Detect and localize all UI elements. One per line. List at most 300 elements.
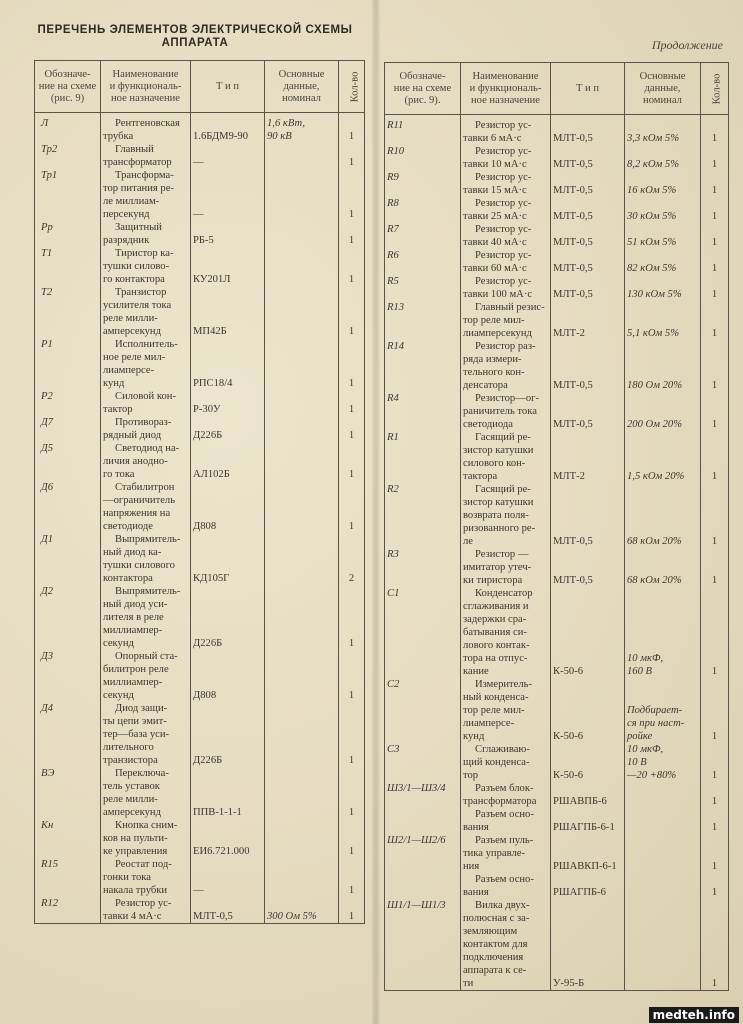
header-designation: Обозначе- ние на схеме (рис. 9). (385, 63, 461, 115)
table-row (35, 416, 365, 442)
qty-cell: 1 (339, 286, 365, 338)
table-row (385, 392, 729, 431)
name-line: го тока (103, 469, 135, 480)
name-line: лового контак- (463, 640, 530, 651)
name-line: секунд (103, 690, 134, 701)
data-cell (625, 808, 701, 834)
name-line: секунд (103, 638, 134, 649)
name-line: Диод защи- (115, 703, 168, 714)
name-line: полюсная с за- (463, 913, 530, 924)
name-line: разрядник (103, 235, 150, 246)
type-cell: РБ-5 (191, 221, 265, 247)
name-line: Опорный ста- (115, 651, 178, 662)
name-line: Защитный (115, 222, 162, 233)
type-cell: Д226Б (191, 585, 265, 650)
qty-cell: 1 (701, 171, 729, 197)
name-line: Транзистор (115, 287, 167, 298)
name-line: Резистор—ог- (475, 393, 539, 404)
name-line: Резистор ус- (115, 898, 172, 909)
name-line: персекунд (103, 209, 150, 220)
name-line: земляющим (463, 926, 518, 937)
data-cell (265, 858, 339, 897)
designation-cell: Д3 (35, 650, 101, 702)
designation-cell: R3 (385, 548, 461, 587)
qty-cell: 1 (701, 223, 729, 249)
name-line: Разъем пуль- (475, 835, 534, 846)
data-cell (265, 650, 339, 702)
table-row (385, 834, 729, 873)
name-line: Измеритель- (475, 679, 533, 690)
name-line: тактор (103, 404, 133, 415)
name-line: тель уставок (103, 781, 160, 792)
name-line: тавки 10 мА·с (463, 159, 527, 170)
table-row (35, 702, 365, 767)
designation-cell: R9 (385, 171, 461, 197)
name-cell (101, 416, 191, 442)
name-line: ный конденса- (463, 692, 529, 703)
type-cell: Р-30У (191, 390, 265, 416)
table-row (35, 286, 365, 338)
type-cell: — (191, 169, 265, 221)
table-row (385, 782, 729, 808)
type-cell: МЛТ-0,5 (551, 392, 625, 431)
data-cell: 51 кОм 5% (625, 223, 701, 249)
name-line: ряда измери- (463, 354, 522, 365)
table-row (35, 858, 365, 897)
name-line: Разъем блок- (475, 783, 534, 794)
type-cell: Д808 (191, 650, 265, 702)
data-cell: 68 кОм 20% (625, 483, 701, 548)
qty-cell: 1 (701, 808, 729, 834)
table-row (35, 533, 365, 585)
data-cell: 5,1 кОм 5% (625, 301, 701, 340)
type-cell: МЛТ-0,5 (551, 548, 625, 587)
designation-cell: Д1 (35, 533, 101, 585)
name-line: тор питания ре- (103, 183, 174, 194)
qty-cell: 1 (701, 301, 729, 340)
name-line: Исполнитель- (115, 339, 178, 350)
table-row (35, 169, 365, 221)
name-line: тор реле мил- (463, 705, 525, 716)
qty-cell: 1 (701, 873, 729, 899)
data-cell (265, 585, 339, 650)
type-cell: — (191, 143, 265, 169)
name-line: амперсекунд (103, 326, 161, 337)
qty-cell: 1 (339, 897, 365, 924)
name-line: вания (463, 887, 489, 898)
table-row (385, 587, 729, 678)
designation-cell: Л (35, 113, 101, 144)
data-cell: 68 кОм 20% (625, 548, 701, 587)
name-line: тор (463, 770, 479, 781)
data-cell (265, 533, 339, 585)
qty-cell: 1 (701, 743, 729, 782)
type-cell: РШАГПБ-6-1 (551, 808, 625, 834)
table-row (385, 873, 729, 899)
type-cell: ЕИ6.721.000 (191, 819, 265, 858)
name-line: миллиампер- (103, 677, 163, 688)
name-line: Рентгеновская (115, 118, 180, 129)
designation-cell: Рр (35, 221, 101, 247)
name-line: Сглаживаю- (475, 744, 530, 755)
name-line: задержки сра- (463, 614, 527, 625)
table-row (385, 249, 729, 275)
name-line: билитрон реле (103, 664, 169, 675)
name-line: Резистор раз- (475, 341, 536, 352)
data-cell (265, 221, 339, 247)
type-cell: МЛТ-0,5 (551, 115, 625, 146)
name-line: тельного кон- (463, 367, 525, 378)
name-cell (101, 113, 191, 144)
table-row (35, 897, 365, 924)
name-line: рядный диод (103, 430, 162, 441)
type-cell: РПС18/4 (191, 338, 265, 390)
qty-cell: 1 (701, 392, 729, 431)
name-line: реле милли- (103, 313, 158, 324)
type-cell: ППВ-1-1-1 (191, 767, 265, 819)
name-cell (461, 145, 551, 171)
name-line: го контактора (103, 274, 165, 285)
qty-cell: 1 (701, 899, 729, 991)
name-line: Силовой кон- (115, 391, 176, 402)
designation-cell: C1 (385, 587, 461, 678)
qty-cell: 1 (701, 548, 729, 587)
table-row (385, 145, 729, 171)
type-cell: РШАГПБ-6 (551, 873, 625, 899)
watermark-logo: medteh.info (649, 1007, 739, 1023)
name-line: лительного (103, 742, 154, 753)
designation-cell: Кн (35, 819, 101, 858)
name-line: подключения (463, 952, 524, 963)
type-cell: У-95-Б (551, 899, 625, 991)
name-line: кунд (103, 378, 125, 389)
table-row (385, 223, 729, 249)
name-line: Резистор ус- (475, 120, 532, 131)
name-line: трансформатор (103, 157, 172, 168)
table-row (385, 301, 729, 340)
name-line: Конденсатор (475, 588, 533, 599)
table-row (35, 767, 365, 819)
name-line: Резистор ус- (475, 146, 532, 157)
name-line: амперсекунд (103, 807, 161, 818)
qty-cell: 1 (339, 702, 365, 767)
name-cell (101, 390, 191, 416)
header-qty (701, 63, 729, 115)
name-cell (461, 808, 551, 834)
name-line: ке управления (103, 846, 168, 857)
designation-cell: Т1 (35, 247, 101, 286)
name-cell (101, 143, 191, 169)
data-cell: 16 кОм 5% (625, 171, 701, 197)
name-line: усилителя тока (103, 300, 172, 311)
qty-cell: 1 (339, 143, 365, 169)
name-cell (101, 533, 191, 585)
name-line: личия анодно- (103, 456, 168, 467)
data-cell: 30 кОм 5% (625, 197, 701, 223)
type-cell: — (191, 858, 265, 897)
name-line: батывания си- (463, 627, 527, 638)
table-row (35, 221, 365, 247)
name-cell (461, 197, 551, 223)
name-line: ти (463, 978, 474, 989)
name-cell (101, 247, 191, 286)
name-line: тика управле- (463, 848, 525, 859)
designation-cell: Р1 (35, 338, 101, 390)
name-line: лиамперсе- (103, 365, 155, 376)
data-cell: 10 мкФ, 10 В —20 +80% (625, 743, 701, 782)
type-cell: К-50-6 (551, 587, 625, 678)
name-line: ризованного ре- (463, 523, 536, 534)
data-cell (625, 899, 701, 991)
data-cell (265, 169, 339, 221)
data-cell: 180 Ом 20% (625, 340, 701, 392)
type-cell: МЛТ-0,5 (191, 897, 265, 924)
table-row (35, 143, 365, 169)
designation-cell: Д4 (35, 702, 101, 767)
name-line: Главный резис- (475, 302, 545, 313)
name-line: тавки 4 мА·с (103, 911, 162, 922)
data-cell (265, 481, 339, 533)
table-row (385, 548, 729, 587)
name-line: сглаживания и (463, 601, 529, 612)
data-cell: 130 кОм 5% (625, 275, 701, 301)
type-cell: МЛТ-0,5 (551, 197, 625, 223)
qty-cell: 1 (339, 390, 365, 416)
name-line: аппарата к се- (463, 965, 527, 976)
name-line: миллиампер- (103, 625, 163, 636)
designation-cell: ВЭ (35, 767, 101, 819)
name-cell (101, 442, 191, 481)
designation-cell: R7 (385, 223, 461, 249)
name-cell (101, 819, 191, 858)
name-cell (461, 548, 551, 587)
data-cell: 8,2 кОм 5% (625, 145, 701, 171)
name-line: щий конденса- (463, 757, 530, 768)
table-row (385, 743, 729, 782)
name-cell (461, 301, 551, 340)
type-cell: РШАВКП-6-1 (551, 834, 625, 873)
name-line: Вилка двух- (475, 900, 530, 911)
designation-cell: R11 (385, 115, 461, 146)
name-cell (461, 782, 551, 808)
header-data: Основные данные, номинал (265, 61, 339, 113)
type-cell: МЛТ-0,5 (551, 275, 625, 301)
name-line: Реостат под- (115, 859, 172, 870)
name-line: возврата поля- (463, 510, 529, 521)
name-cell (101, 858, 191, 897)
data-cell (265, 819, 339, 858)
qty-cell: 1 (339, 767, 365, 819)
type-cell: МЛТ-2 (551, 431, 625, 483)
designation-cell: R2 (385, 483, 461, 548)
designation-cell: Тр2 (35, 143, 101, 169)
name-line: силового кон- (463, 458, 526, 469)
name-cell (461, 340, 551, 392)
table-row (35, 819, 365, 858)
qty-cell: 1 (701, 834, 729, 873)
table-row (35, 113, 365, 144)
designation-cell: R13 (385, 301, 461, 340)
elements-table-right (384, 62, 729, 991)
name-cell (461, 115, 551, 146)
name-line: лиамперсе- (463, 718, 515, 729)
qty-cell: 1 (339, 650, 365, 702)
designation-cell: Ш1/1—Ш1/3 (385, 899, 461, 991)
data-cell (625, 873, 701, 899)
name-line: Трансформа- (115, 170, 174, 181)
qty-cell: 1 (701, 431, 729, 483)
name-line: контактора (103, 573, 153, 584)
data-cell (265, 286, 339, 338)
data-cell (265, 247, 339, 286)
elements-table-left (34, 60, 365, 924)
header-data: Основные данные, номинал (625, 63, 701, 115)
name-line: лителя в реле (103, 612, 164, 623)
name-line: Стабилитрон (115, 482, 175, 493)
name-line: Резистор ус- (475, 224, 532, 235)
qty-cell: 1 (339, 585, 365, 650)
name-line: кание (463, 666, 489, 677)
name-cell (101, 169, 191, 221)
header-type: Т и п (551, 63, 625, 115)
type-cell: МЛТ-0,5 (551, 223, 625, 249)
name-line: реле милли- (103, 794, 158, 805)
name-line: трансформатора (463, 796, 537, 807)
name-line: Кнопка сним- (115, 820, 178, 831)
name-line: гонки тока (103, 872, 151, 883)
qty-cell: 1 (339, 247, 365, 286)
name-line: имитатор утеч- (463, 562, 532, 573)
type-cell: МЛТ-2 (551, 301, 625, 340)
type-cell: МЛТ-0,5 (551, 145, 625, 171)
type-cell: МП42Б (191, 286, 265, 338)
type-cell: МЛТ-0,5 (551, 171, 625, 197)
table-row (385, 275, 729, 301)
data-cell (625, 782, 701, 808)
name-line: ный диод ка- (103, 547, 162, 558)
name-line: тавки 100 мА·с (463, 289, 533, 300)
data-cell (625, 834, 701, 873)
table-row (385, 808, 729, 834)
name-line: ле миллиам- (103, 196, 160, 207)
designation-cell: C3 (385, 743, 461, 782)
name-line: раничитель тока (463, 406, 537, 417)
table-row (385, 483, 729, 548)
name-line: денсатора (463, 380, 508, 391)
name-line: —ограничитель (103, 495, 176, 506)
continuation-label: Продолжение (651, 38, 723, 52)
qty-cell: 1 (339, 819, 365, 858)
name-line: Резистор ус- (475, 250, 532, 261)
qty-cell: 1 (701, 340, 729, 392)
qty-cell: 1 (701, 197, 729, 223)
name-line: тер—база уси- (103, 729, 170, 740)
name-cell (101, 897, 191, 924)
header-designation: Обозначе- ние на схеме (рис. 9) (35, 61, 101, 113)
qty-cell: 2 (339, 533, 365, 585)
designation-cell: R4 (385, 392, 461, 431)
header-name: Наименование и функциональ- ное назначение (461, 63, 551, 115)
name-line: Тиристор ка- (115, 248, 174, 259)
name-line: тушки силового (103, 560, 175, 571)
designation-cell: R8 (385, 197, 461, 223)
name-cell (461, 873, 551, 899)
name-cell (101, 286, 191, 338)
data-cell (265, 390, 339, 416)
data-cell: Подбирает- ся при наст- ройке (625, 678, 701, 743)
header-name: Наименование и функциональ- ное назначение (101, 61, 191, 113)
qty-cell: 1 (339, 442, 365, 481)
name-cell (461, 392, 551, 431)
name-line: Резистор — (475, 549, 529, 560)
name-line: ный диод уси- (103, 599, 168, 610)
name-line: ное реле мил- (103, 352, 166, 363)
type-cell: АЛ102Б (191, 442, 265, 481)
document-title: ПЕРЕЧЕНЬ ЭЛЕМЕНТОВ ЭЛЕКТРИЧЕСКОЙ СХЕМЫ АППАРАТА (37, 24, 353, 49)
designation-cell: R14 (385, 340, 461, 392)
name-cell (101, 702, 191, 767)
data-cell: 10 мкФ, 160 В (625, 587, 701, 678)
designation-cell: Д2 (35, 585, 101, 650)
name-cell (461, 483, 551, 548)
name-line: Резистор ус- (475, 276, 532, 287)
designation-cell: Ш2/1—Ш2/6 (385, 834, 461, 873)
name-cell (101, 650, 191, 702)
table-row (35, 650, 365, 702)
name-line: тактора (463, 471, 498, 482)
type-cell: 1.6БДМ9-90 (191, 113, 265, 144)
data-cell (265, 442, 339, 481)
name-line: трубка (103, 131, 134, 142)
qty-cell: 1 (701, 587, 729, 678)
name-line: Разъем осно- (475, 874, 534, 885)
table-row (35, 247, 365, 286)
name-line: Противораз- (115, 417, 172, 428)
name-line: лиамперсекунд (463, 328, 532, 339)
designation-cell: Ш3/1—Ш3/4 (385, 782, 461, 808)
name-line: тавки 40 мА·с (463, 237, 527, 248)
name-cell (101, 585, 191, 650)
type-cell: РШАВПБ-6 (551, 782, 625, 808)
table-row (385, 678, 729, 743)
qty-cell: 1 (701, 145, 729, 171)
name-cell (461, 678, 551, 743)
name-line: Гасящий ре- (475, 432, 531, 443)
table-row (385, 171, 729, 197)
qty-cell: 1 (701, 115, 729, 146)
qty-cell: 1 (701, 678, 729, 743)
header-qty (339, 61, 365, 113)
designation-cell: Т2 (35, 286, 101, 338)
designation-cell: R10 (385, 145, 461, 171)
name-line: кунд (463, 731, 485, 742)
name-line: контактом для (463, 939, 528, 950)
name-line: ков на пульти- (103, 833, 168, 844)
header-qty-label: Кол-во (711, 73, 723, 104)
designation-cell: R15 (35, 858, 101, 897)
name-line: тавки 15 мА·с (463, 185, 527, 196)
qty-cell: 1 (701, 483, 729, 548)
name-cell (461, 834, 551, 873)
data-cell (265, 338, 339, 390)
qty-cell: 1 (339, 338, 365, 390)
qty-cell: 1 (701, 249, 729, 275)
designation-cell: Тр1 (35, 169, 101, 221)
name-line: напряжения на (103, 508, 171, 519)
name-line: ния (463, 861, 480, 872)
table-row (385, 197, 729, 223)
name-line: тора на отпус- (463, 653, 528, 664)
